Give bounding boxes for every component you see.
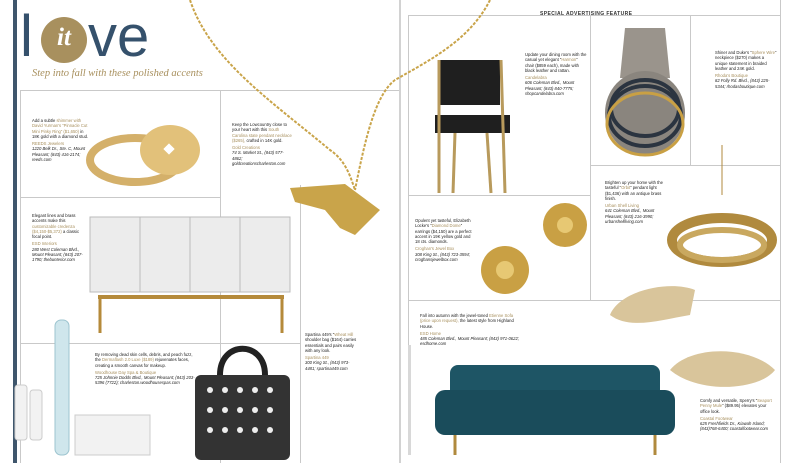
leather-neckpiece-image	[600, 18, 690, 163]
ring-address: 1220 Belk Dr., Ste. C, Mount Pleasant; (843) 416-2174; reeds.com	[32, 146, 86, 163]
grid-line	[780, 0, 781, 463]
credenza-address: 280 West Coleman Blvd., Mount Pleasant; (843) 207-1790; thebunterior.com	[32, 246, 83, 263]
bag-source[interactable]: Spartina 449	[305, 355, 329, 361]
dome-earrings-image	[470, 195, 590, 305]
dermaflash-device-image	[10, 315, 160, 460]
ring-source[interactable]: REEDS Jewelers	[32, 141, 65, 147]
neckpiece-blurb: Shiner and Duke's “Sphere Wire” neckpiece ($270) makes a unique statement in braided leather and 24K gold. Rhoda's Boutique 82 Folly Rd. Blvd., (843) 225-5344; rhodasboutique.com	[715, 50, 777, 89]
south-carolina-pendant-image	[285, 180, 385, 240]
grid-line	[690, 15, 691, 165]
logo-letter-l: l	[20, 4, 33, 69]
neckpiece-address: 82 Folly Rd. Blvd., (843) 225-5344; rhodasboutique.com	[715, 78, 770, 89]
shoes-source[interactable]: Coastal Footwear	[700, 415, 733, 421]
shoes-address: 625 Freshfields Dr., Kiawah Island; (843)768-6400; coastalfootwear.com	[700, 421, 769, 432]
credenza-source[interactable]: ESD Interiors	[32, 241, 57, 247]
floor-lamp-pole	[408, 345, 411, 455]
etienne-sofa-image	[430, 350, 680, 460]
bag-blurb: Spartina 449's “Wheat Hill shoulder bag ($164) carries essentials and pairs easily with any look. Spartina 449 300 King St., (843) 973-4481; spartina449.com	[305, 332, 357, 371]
bag-address: 300 King St., (843) 973-4481; spartina449.com	[305, 360, 350, 371]
sofa-blurb: Fall into autumn with the jewel-toned Etienne Sofa (price upon request), the latest style from Highland House. ESD Home 485 Coleman Blvd., Mount Pleasant; (843) 971-0622; esdhome.com	[420, 313, 519, 347]
dermaflash-blurb: By removing dead skin cells, debris, and peach fuzz, the Dermaflash 2.0 Luxe ($189) rejuvenates faces, creating a smooth canvas for makeup. Woodhouse Day Spa & Boutique 725 Johnnie Dodds Blvd., Mount Pleasant; (843) 203-5396 (7722); charleston.woodhousespas.com	[95, 352, 195, 386]
orbit-pendant-light-image	[665, 145, 780, 285]
pendant-light-blurb: Brighten up your home with the tasteful “Orbit” pendant light ($1,436) with an antique brass finish. Urban Shell Living 641 Coleman Blvd., Mount Pleasant; (843) 216-3990; urbanshellliving.com	[605, 180, 665, 224]
earrings-source[interactable]: Croghan's Jewel Box	[415, 246, 455, 252]
shoulder-bag-image	[185, 335, 300, 463]
chair-blurb: Update your dining room with the casual yet elegant “Harmon” chair ($859 each), made with black leather and rattan. Candelabra 606 Coleman Blvd., Mount Pleasant; (843) 840-7775; shopcandelabra.com	[525, 52, 587, 97]
dining-chair-image	[425, 55, 525, 195]
dermaflash-source[interactable]: Woodhouse Day Spa & Boutique	[95, 369, 157, 375]
pendant-light-source[interactable]: Urban Shell Living	[605, 203, 639, 209]
logo-it: it	[57, 24, 71, 51]
pendant-light-address: 641 Coleman Blvd., Mount Pleasant; (843) 216-3990; urbanshellliving.com	[605, 208, 655, 225]
chair-source[interactable]: Candelabra	[525, 75, 547, 81]
dermaflash-address: 725 Johnnie Dodds Blvd., Mount Pleasant; (843) 203-5396 (7722); charleston.woodhousespas.com	[95, 375, 195, 386]
necklace-source[interactable]: Gold Creations	[232, 145, 260, 151]
neckpiece-source[interactable]: Rhoda's Boutique	[715, 73, 748, 79]
grid-line	[590, 15, 591, 300]
necklace-address: 74 S. Market St., (843) 577-4862; goldcreationscharleston.com	[232, 150, 286, 167]
ring-blurb: Add a subtle shimmer with David Yurman's “Pinnacle Cut Mini Pinky Ring” ($1,650) in 18K gold with a diamond stud. REEDS Jewelers 1220 Belk Dr., Ste. C, Mount Pleasant; (843) 416-2174; reeds.com	[32, 118, 92, 162]
signet-ring-image	[80, 120, 210, 190]
necklace-blurb: Keep the Lowcountry close to your heart with this South Carolina state pendant necklace ($265), crafted in 14K gold. Gold Creations 74 S. Market St., (843) 577-4862; goldcreationscharleston.com	[232, 122, 294, 166]
earrings-address: 308 King St., (843) 723-3594; croghansjewelbox.com	[415, 251, 470, 263]
sofa-address: 485 Coleman Blvd., Mount Pleasant; (843) 971-0622; esdhome.com	[420, 336, 519, 347]
credenza-blurb: Elegant lines and brass accents make this customizable credenza ($4,150-$5,372) a classic focal point. ESD Interiors 280 West Coleman Blvd., Mount Pleasant; (843) 207-1790; thebunterior.com	[32, 213, 87, 263]
earrings-blurb: Opulent yet tasteful, Elizabeth Locke's “Diamond Dome” earrings ($4,150) are a perfect accent in 19K yellow gold and 18 cts. diamonds. Croghan's Jewel Box 308 King St., (843) 723-3594; croghansjewelbox.com	[415, 218, 475, 262]
sofa-source[interactable]: ESD Home	[420, 330, 441, 336]
chair-address: 606 Coleman Blvd., Mount Pleasant; (843) 840-7775; shopcandelabra.com	[525, 80, 575, 97]
tagline: Step into fall with these polished accents	[32, 68, 203, 79]
shoes-blurb: Comfy and versatile, Sperry's “Seaport Penny Mule” ($89.95) elevates your office look. Coastal Footwear 625 Freshfields Dr., Kiawah Island; (843)768-6400; coastalfootwear.com	[700, 398, 775, 432]
logo-letters-ve: ve	[88, 4, 150, 69]
special-feature-banner: SPECIAL ADVERTISING FEATURE	[540, 11, 633, 17]
